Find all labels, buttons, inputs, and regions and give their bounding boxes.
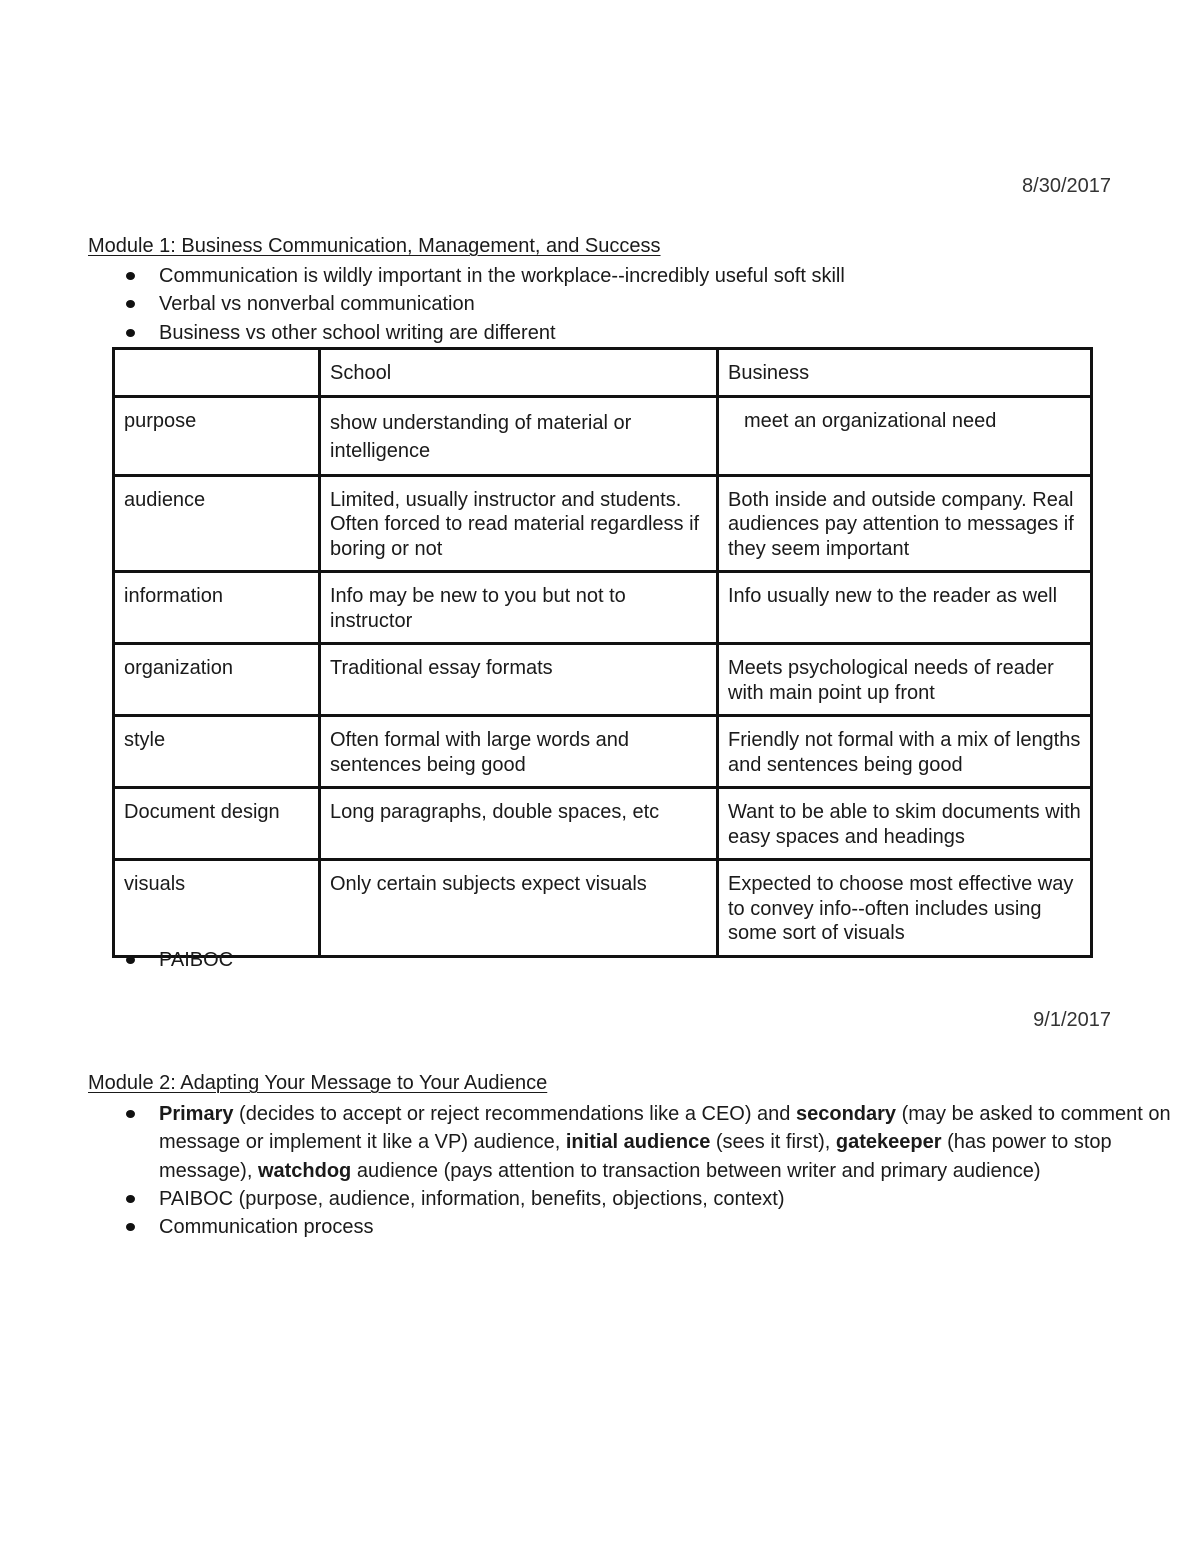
table-row — [114, 860, 1092, 957]
table-row — [114, 572, 1092, 644]
school-cell: Limited, usually instructor and students. Often forced to read material regardless if boring or not — [320, 475, 718, 572]
header-cell-school: School — [320, 349, 718, 397]
term-gatekeeper: gatekeeper — [835, 1131, 942, 1154]
table-row — [114, 644, 1092, 716]
business-cell: meet an organizational need — [718, 396, 1092, 475]
table-header-row — [114, 349, 1092, 397]
business-cell: Friendly not formal with a mix of lengths and sentences being good — [718, 716, 1092, 788]
row-label: purpose — [114, 396, 320, 475]
school-cell: Traditional essay formats — [320, 644, 718, 716]
bullet-dot-icon — [126, 329, 135, 337]
business-cell: Expected to choose most effective way to convey info--often includes using some sort of visuals — [718, 860, 1092, 957]
row-label: audience — [114, 475, 320, 572]
school-cell: Only certain subjects expect visuals — [320, 860, 718, 957]
module-2-heading: Module 2: Adapting Your Message to Your Audience — [88, 1072, 548, 1094]
bullet-dot-icon — [126, 1223, 135, 1231]
bullet-dot-icon — [126, 272, 135, 280]
list-item: Verbal vs nonverbal communication — [88, 290, 1189, 318]
term-watchdog: watchdog — [257, 1159, 352, 1182]
list-item: PAIBOC (purpose, audience, information, benefits, objections, context) — [88, 1185, 1189, 1213]
term-initial-audience: initial audience — [565, 1131, 711, 1154]
bullet-dot-icon — [126, 956, 135, 964]
list-item: Communication process — [88, 1213, 1189, 1241]
bullet-dot-icon — [126, 300, 135, 308]
list-item: Communication is wildly important in the workplace--incredibly useful soft skill — [88, 262, 1189, 290]
school-cell: Long paragraphs, double spaces, etc — [320, 788, 718, 860]
row-label: organization — [114, 644, 320, 716]
business-cell: Meets psychological needs of reader with main point up front — [718, 644, 1092, 716]
date-module-2: 9/1/2017 — [1033, 1009, 1111, 1031]
business-cell: Info usually new to the reader as well — [718, 572, 1092, 644]
list-item: PAIBOC — [88, 946, 1189, 974]
business-cell: Both inside and outside company. Real audiences pay attention to messages if they seem important — [718, 475, 1092, 572]
row-label: visuals — [114, 860, 320, 957]
header-cell-empty — [114, 349, 320, 397]
module-1-heading: Module 1: Business Communication, Management, and Success — [88, 235, 661, 257]
term-secondary: secondary — [795, 1103, 897, 1125]
row-label: Document design — [114, 788, 320, 860]
row-label: information — [114, 572, 320, 644]
table-row — [114, 716, 1092, 788]
school-cell: Info may be new to you but not to instructor — [320, 572, 718, 644]
list-item: Business vs other school writing are different — [88, 319, 1189, 347]
term-primary: Primary — [159, 1103, 234, 1125]
module-1-bullet-list — [88, 262, 1189, 347]
school-vs-business-table — [112, 347, 1093, 958]
bullet-dot-icon — [126, 1195, 135, 1203]
business-cell: Want to be able to skim documents with easy spaces and headings — [718, 788, 1092, 860]
header-cell-business: Business — [718, 349, 1092, 397]
table-row — [114, 475, 1092, 572]
school-cell: show understanding of material or intelligence — [320, 396, 718, 475]
list-item: Primary (decides to accept or reject recommendations like a CEO) and secondary (may be asked to comment on message or implement it like a VP) audience, initial audience (sees it first), gatekeeper (has power to stop message), watchdog audience (pays attention to transaction between writer and primary audience) — [88, 1100, 1189, 1185]
date-module-1: 8/30/2017 — [1022, 175, 1111, 197]
bullet-dot-icon — [126, 1110, 135, 1118]
row-label: style — [114, 716, 320, 788]
school-cell: Often formal with large words and sentences being good — [320, 716, 718, 788]
module-1-after-table-list — [88, 946, 1189, 974]
table-row — [114, 788, 1092, 860]
module-2-bullet-list — [88, 1100, 1189, 1241]
table-row — [114, 396, 1092, 475]
